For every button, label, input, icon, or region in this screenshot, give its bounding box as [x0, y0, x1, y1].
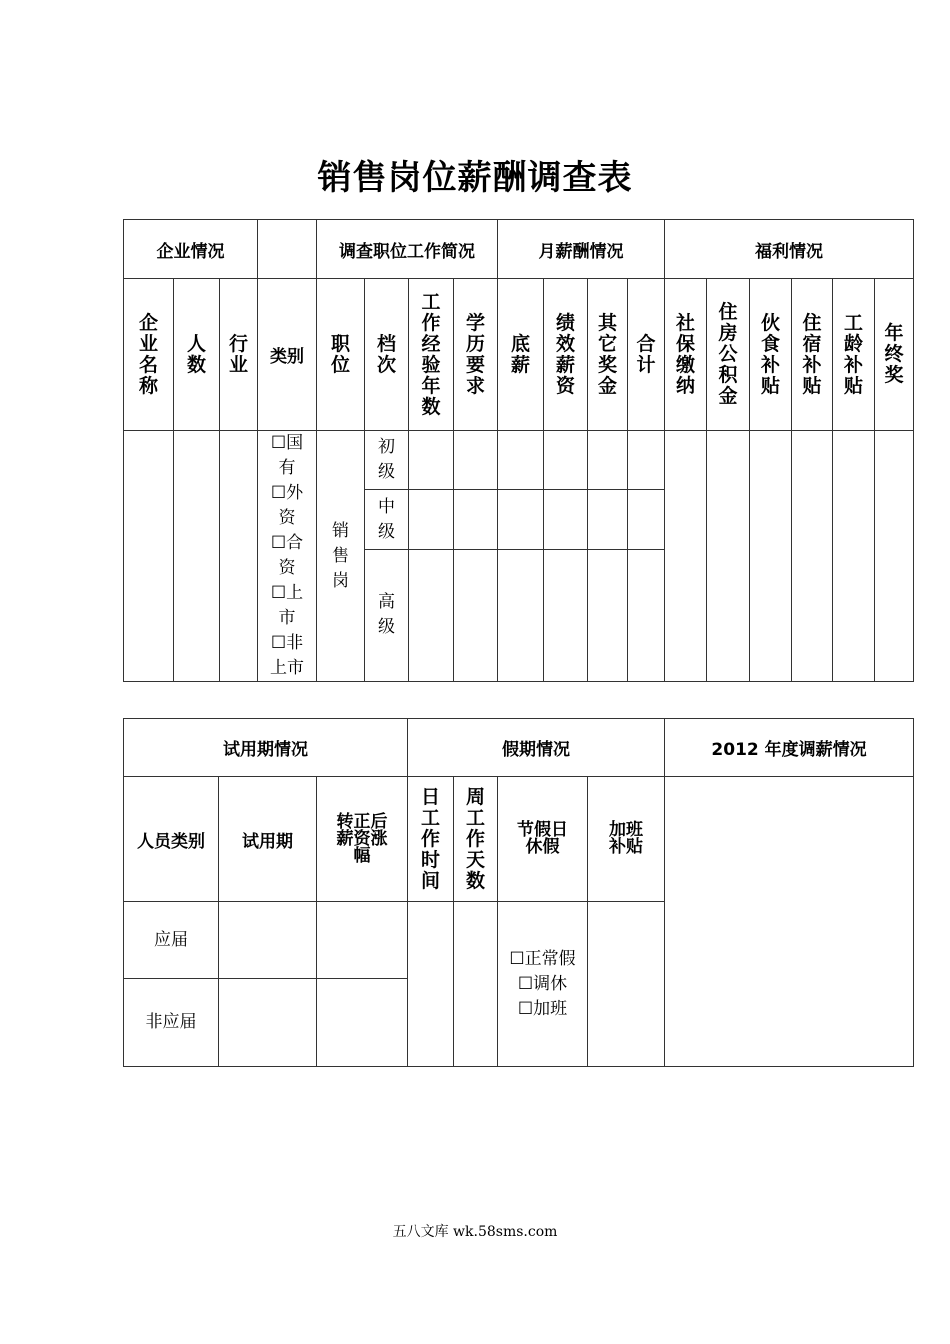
seniority-allowance-cell[interactable] [833, 431, 875, 682]
grade-senior [365, 549, 409, 681]
col-housing-allowance-label: 住宿补贴 [802, 311, 822, 397]
grade-junior-text: 初级 [378, 437, 395, 483]
col-overtime-pay-label: 加班补贴 [609, 820, 644, 857]
col-total-label: 合计 [636, 332, 656, 376]
col-performance-pay [544, 279, 588, 431]
grade-junior [365, 431, 409, 490]
grade-middle [365, 490, 409, 549]
col-base-salary [498, 279, 544, 431]
col-grade [365, 279, 409, 431]
overtime-pay-cell[interactable] [588, 902, 665, 1067]
staff-type-graduate: 应届 [124, 902, 219, 979]
col-industry [220, 279, 258, 431]
category-option-state-owned[interactable]: ☐国有 [270, 433, 304, 478]
cell[interactable] [544, 490, 588, 549]
col-daily-hours-label: 日工作时间 [421, 785, 441, 892]
housing-fund-cell[interactable] [707, 431, 750, 682]
col-holiday-leave [498, 777, 588, 902]
meal-allowance-cell[interactable] [750, 431, 792, 682]
housing-allowance-cell[interactable] [792, 431, 833, 682]
group-header-holiday: 假期情况 [408, 719, 665, 777]
category-options[interactable] [258, 431, 317, 682]
staff-type-non-graduate: 非应届 [124, 979, 219, 1067]
col-category: 类别 [258, 279, 317, 431]
col-housing-allowance [792, 279, 833, 431]
cell[interactable] [454, 549, 498, 681]
col-meal-allowance [750, 279, 792, 431]
group-header-position-summary: 调查职位工作简况 [317, 220, 498, 279]
col-headcount-label: 人数 [186, 332, 206, 376]
group-header-salary-adjust: 2012 年度调薪情况 [665, 719, 914, 777]
group-header-company: 企业情况 [124, 220, 258, 279]
category-option-foreign[interactable]: ☐外资 [270, 483, 304, 528]
probation-period-non-graduate[interactable] [219, 979, 317, 1067]
col-headcount [174, 279, 220, 431]
col-social-insurance-label: 社保缴纳 [675, 311, 695, 397]
col-weekly-days-label: 周工作天数 [466, 785, 486, 892]
holiday-options[interactable]: ☐正常假 ☐调休 ☐加班 [498, 902, 588, 1067]
col-other-bonus-label: 其它奖金 [597, 311, 617, 397]
col-total [628, 279, 665, 431]
col-meal-allowance-label: 伙食补贴 [760, 311, 780, 397]
col-daily-hours [408, 777, 454, 902]
group-header-probation: 试用期情况 [124, 719, 408, 777]
cell[interactable] [498, 549, 544, 681]
col-raise-after [317, 777, 408, 902]
page-title: 销售岗位薪酬调查表 [317, 158, 633, 198]
headcount-cell[interactable] [174, 431, 220, 682]
cell[interactable] [454, 431, 498, 490]
raise-after-graduate[interactable] [317, 902, 408, 979]
weekly-days-cell[interactable] [454, 902, 498, 1067]
col-overtime-pay [588, 777, 665, 902]
salary-survey-table [123, 219, 914, 682]
cell[interactable] [588, 490, 628, 549]
cell[interactable] [588, 431, 628, 490]
col-probation-period: 试用期 [219, 777, 317, 902]
cell[interactable] [454, 490, 498, 549]
social-insurance-cell[interactable] [665, 431, 707, 682]
col-social-insurance [665, 279, 707, 431]
col-company-name-label: 企业名称 [138, 311, 158, 397]
col-work-years [409, 279, 454, 431]
col-seniority-allowance [833, 279, 875, 431]
col-industry-label: 行业 [228, 332, 248, 376]
col-education [454, 279, 498, 431]
col-grade-label: 档次 [376, 332, 396, 376]
col-year-end-bonus-label: 年终奖 [884, 322, 904, 386]
raise-after-non-graduate[interactable] [317, 979, 408, 1067]
col-base-salary-label: 底薪 [510, 332, 530, 376]
position-value-text: 销售岗 [332, 520, 349, 591]
category-option-listed[interactable]: ☐上市 [270, 583, 304, 628]
cell[interactable] [498, 490, 544, 549]
salary-adjust-cell[interactable] [665, 777, 914, 1067]
cell[interactable] [588, 549, 628, 681]
company-name-cell[interactable] [124, 431, 174, 682]
cell[interactable] [544, 431, 588, 490]
col-year-end-bonus [875, 279, 914, 431]
cell[interactable] [409, 431, 454, 490]
col-position-label: 职位 [330, 332, 350, 376]
position-value [317, 431, 365, 682]
cell[interactable] [409, 549, 454, 681]
footer-watermark: 五八文库 wk.58sms.com [392, 1224, 558, 1240]
col-raise-after-label: 转正后薪资涨幅 [336, 811, 388, 866]
cell[interactable] [498, 431, 544, 490]
col-performance-pay-label: 绩效薪资 [555, 311, 575, 397]
daily-hours-cell[interactable] [408, 902, 454, 1067]
group-header-benefits: 福利情况 [665, 220, 914, 279]
cell[interactable] [628, 549, 665, 681]
col-company-name [124, 279, 174, 431]
grade-middle-text: 中级 [378, 496, 395, 542]
cell[interactable] [628, 431, 665, 490]
grade-senior-text: 高级 [378, 592, 395, 638]
col-holiday-leave-label: 节假日休假 [517, 820, 569, 857]
col-housing-fund-label: 住房公积金 [718, 301, 738, 407]
category-option-joint-venture[interactable]: ☐合资 [270, 533, 304, 578]
probation-holiday-table [123, 718, 914, 1067]
cell[interactable] [628, 490, 665, 549]
group-header-blank [258, 220, 317, 279]
year-end-bonus-cell[interactable] [875, 431, 914, 682]
probation-period-graduate[interactable] [219, 902, 317, 979]
col-education-label: 学历要求 [465, 311, 485, 397]
col-staff-type: 人员类别 [124, 777, 219, 902]
col-position [317, 279, 365, 431]
group-header-monthly-salary: 月薪酬情况 [498, 220, 665, 279]
category-option-unlisted[interactable]: ☐非上市 [270, 633, 304, 678]
col-weekly-days [454, 777, 498, 902]
cell[interactable] [544, 549, 588, 681]
col-work-years-label: 工作经验年数 [421, 290, 441, 418]
col-other-bonus [588, 279, 628, 431]
col-seniority-allowance-label: 工龄补贴 [843, 311, 863, 397]
cell[interactable] [409, 490, 454, 549]
industry-cell[interactable] [220, 431, 258, 682]
col-housing-fund [707, 279, 750, 431]
